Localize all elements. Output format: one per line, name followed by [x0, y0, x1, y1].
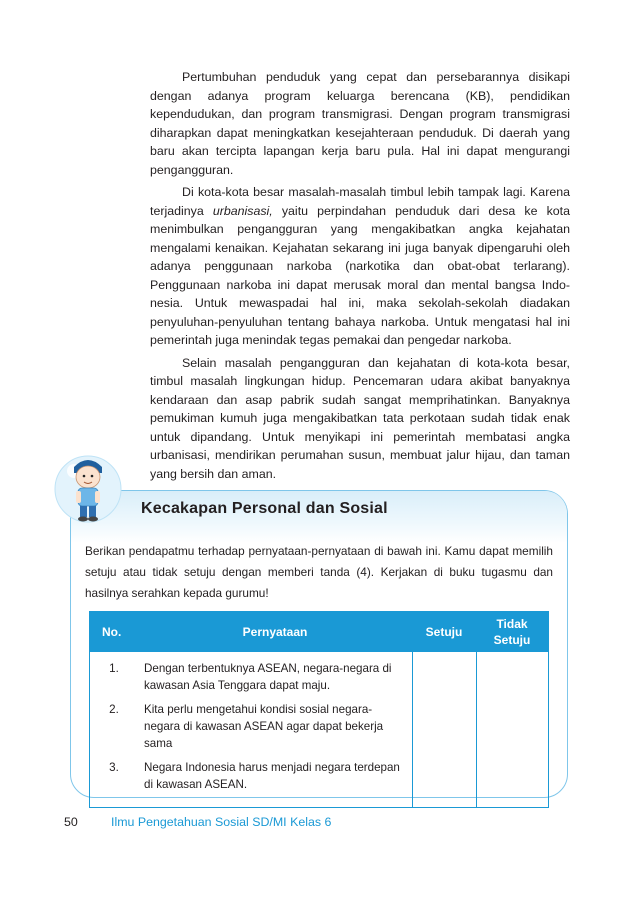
row-number: 2. — [109, 703, 119, 716]
paragraph-3: Selain masalah pengangguran dan kejahatan di kota-kota besar, timbul masalah lingkungan hidup. Pencemaran udara akibat banyaknya kendaraan dan asap pabrik sudah sangat memprihatinkan. Banyaknya pemukiman kumuh juga mengakibatkan tata perkotaan sudah tidak enak untuk dipandang. Untuk menyikapi ini pemerintah membatasi angka urbanisasi, mendirikan perumahan susun, membuat jalur hijau, dan taman yang bersih dan aman. — [150, 355, 570, 481]
body-text — [150, 68, 570, 483]
activity-instruction: Berikan pendapatmu terhadap pernyataan-pernyataan di bawah ini. Kamu dapat memilih setuju atau tidak setuju dengan memberi tanda (4). Kerjakan di buku tugasmu dan hasilnya serahkan kepada gurumu! — [85, 544, 553, 600]
activity-header — [71, 491, 567, 543]
paragraph-2: Di kota-kota besar masalah-masalah timbul lebih tampak lagi. Karena terjadinya urbanisasi, yaitu perpindahan penduduk dari desa ke kota menimbulkan pengangguran yang mengakibatkan angka kejahatan mengalami kenaikan. Kejahatan sekarang ini juga banyak dipengaruhi oleh adanya penggunaan narkoba (narkotika dan obat-obat terlarang). Penggunaan narkoba ini dapat merusak moral dan mental bangsa Indo-nesia. Untuk mewaspadai hal ini, maka sekolah-sekolah diadakan penyuluhan-penyuluhan tentang bahaya narkoba. Untuk mengatasi hal ini pemerintah juga menindak tegas pemakai dan pengedar narkoba. — [150, 185, 570, 347]
header-statement: Pernyataan — [138, 612, 412, 653]
page-number: 50 — [64, 815, 78, 829]
disagree-cell[interactable] — [476, 756, 549, 808]
header-no: No. — [90, 612, 139, 653]
agree-cell[interactable] — [412, 698, 476, 756]
row-statement: Kita perlu mengetahui kondisi sosial negara-negara di kawasan ASEAN agar dapat bekerja sama — [144, 703, 384, 750]
italic-term: urbanisasi, — [212, 203, 273, 218]
row-number: 3. — [109, 761, 119, 774]
paragraph-1: Pertumbuhan penduduk yang cepat dan persebarannya disikapi dengan adanya program keluarga berencana (KB), pendidikan kependudukan, dan program transmigrasi. Dengan program transmigrasi diharapkan dapat meningkatkan kesejahteraan penduduk. Di daerah yang baru akan tercipta lapangan kerja baru pula. Hal ini dapat mengurangi pengangguran. — [150, 70, 570, 177]
table-row — [90, 756, 549, 808]
row-statement: Dengan terbentuknya ASEAN, negara-negara di kawasan Asia Tenggara dapat maju. — [144, 662, 392, 692]
boy-mascot-icon — [52, 455, 142, 525]
disagree-cell[interactable] — [476, 652, 549, 698]
table-row — [90, 652, 549, 698]
row-statement: Negara Indonesia harus menjadi negara terdepan di kawasan ASEAN. — [144, 761, 400, 791]
header-disagree: Tidak Setuju — [476, 612, 549, 653]
statement-table — [89, 611, 549, 808]
activity-title: Kecakapan Personal dan Sosial — [141, 500, 388, 517]
agree-cell[interactable] — [412, 756, 476, 808]
book-title: Ilmu Pengetahuan Sosial SD/MI Kelas 6 — [111, 815, 332, 829]
row-number: 1. — [109, 662, 119, 675]
agree-cell[interactable] — [412, 652, 476, 698]
activity-box — [70, 490, 568, 798]
header-agree: Setuju — [412, 612, 476, 653]
table-row — [90, 698, 549, 756]
disagree-cell[interactable] — [476, 698, 549, 756]
table-header-row — [90, 612, 549, 653]
